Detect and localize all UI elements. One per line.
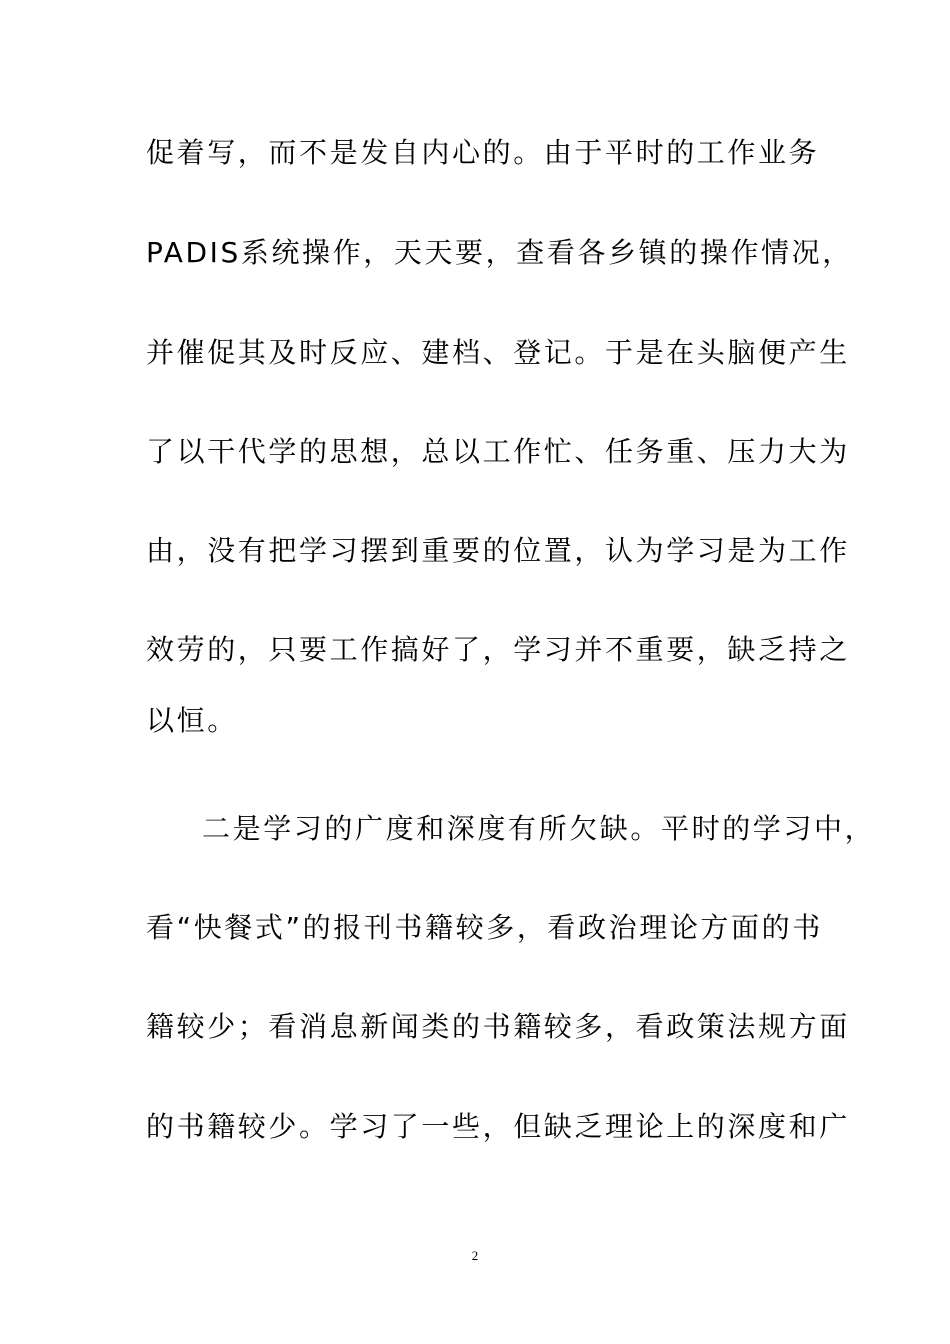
text-line: 促着写，而不是发自内心的。由于平时的工作业务 — [146, 136, 820, 169]
text-line: 看“快餐式”的报刊书籍较多，看政治理论方面的书 — [146, 911, 823, 944]
text-line: 由，没有把学习摆到重要的位置，认为学习是为工作 — [146, 534, 850, 567]
paragraph-first-line: 二是学习的广度和深度有所欠缺。平时的学习中， — [202, 812, 876, 845]
text-line: 以恒。 — [146, 704, 238, 737]
text-line: 的书籍较少。学习了一些，但缺乏理论上的深度和广 — [146, 1110, 850, 1143]
text-line: 效劳的，只要工作搞好了，学习并不重要，缺乏持之 — [146, 633, 850, 666]
text-line: 了以干代学的思想，总以工作忙、任务重、压力大为 — [146, 435, 850, 468]
text-line: PADIS系统操作，天天要，查看各乡镇的操作情况， — [146, 236, 853, 269]
text-line: 并催促其及时反应、建档、登记。于是在头脑便产生 — [146, 336, 850, 369]
text-line: 籍较少；看消息新闻类的书籍较多，看政策法规方面 — [146, 1010, 850, 1043]
page-number: 2 — [471, 1248, 479, 1263]
